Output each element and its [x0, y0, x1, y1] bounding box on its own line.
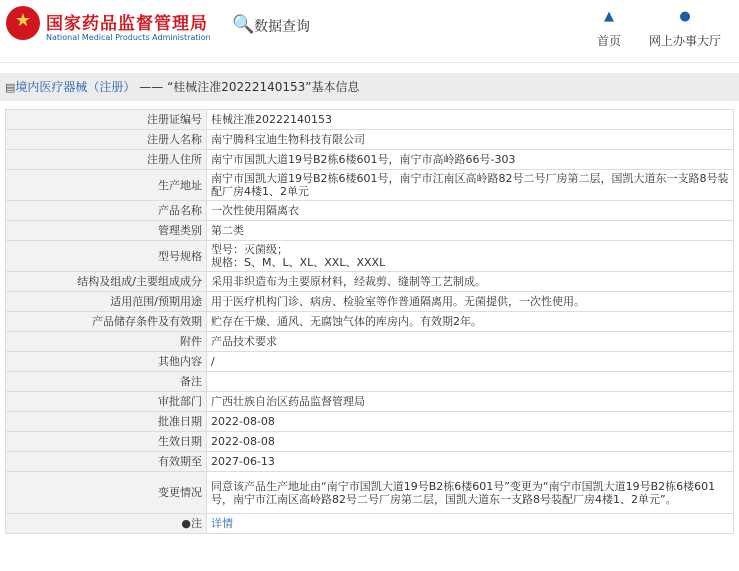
document-icon: ▤ — [5, 81, 16, 94]
table-row — [6, 201, 734, 221]
field-label: 注册证编号 — [6, 110, 207, 130]
breadcrumb-separator: —— — [135, 80, 168, 94]
field-value — [207, 241, 734, 272]
field-value — [207, 514, 734, 534]
field-value: 2027-06-13 — [207, 452, 734, 472]
field-label: 生产地址 — [6, 170, 207, 201]
home-icon: ▲ — [604, 9, 614, 24]
table-row — [6, 432, 734, 452]
field-value: 采用非织造布为主要原材料，经裁剪、缝制等工艺制成。 — [207, 272, 734, 292]
field-value: 一次性使用隔离衣 — [207, 201, 734, 221]
field-label: 结构及组成/主要组成成分 — [6, 272, 207, 292]
spec-line: 规格：S、M、L、XL、XXL、XXXL — [211, 256, 386, 269]
table-row — [6, 150, 734, 170]
field-value: 用于医疗机构门诊、病房、检验室等作普通隔离用。无菌提供，一次性使用。 — [207, 292, 734, 312]
data-query-link[interactable]: 数据查询 — [254, 19, 310, 35]
field-label: 管理类别 — [6, 221, 207, 241]
field-value: 广西壮族自治区药品监督管理局 — [207, 392, 734, 412]
field-value: 桂械注准20222140153 — [207, 110, 734, 130]
table-row — [6, 312, 734, 332]
field-value: 同意该产品生产地址由“南宁市国凯大道19号B2栋6楼601号”变更为“南宁市国凯大道19号B2栋6楼601号，南宁市江南区高岭路82号二号厂房第二层，国凯大道东一支路8号装配厂房4楼1、2单元”。 — [207, 472, 734, 514]
table-row — [6, 272, 734, 292]
field-label: 型号规格 — [6, 241, 207, 272]
field-value — [207, 372, 734, 392]
field-label: 生效日期 — [6, 432, 207, 452]
nav-online-service[interactable] — [645, 10, 725, 49]
site-header — [0, 0, 739, 63]
field-value: 南宁市国凯大道19号B2栋6楼601号，南宁市高岭路66号-303 — [207, 150, 734, 170]
field-value: 2022-08-08 — [207, 432, 734, 452]
nav-home-label: 首页 — [596, 34, 621, 48]
table-row — [6, 241, 734, 272]
field-label: 其他内容 — [6, 352, 207, 372]
table-row — [6, 221, 734, 241]
field-label: 注册人住所 — [6, 150, 207, 170]
field-value: 贮存在干燥、通风、无腐蚀气体的库房内。有效期2年。 — [207, 312, 734, 332]
breadcrumb-title: “桂械注准20222140153”基本信息 — [167, 80, 360, 94]
field-value: 第二类 — [207, 221, 734, 241]
nav-online-label: 网上办事大厅 — [648, 34, 721, 48]
details-link[interactable]: 详情 — [211, 517, 233, 530]
table-row — [6, 412, 734, 432]
table-row — [6, 452, 734, 472]
table-row — [6, 372, 734, 392]
field-value: 南宁市国凯大道19号B2栋6楼601号，南宁市江南区高岭路82号二号厂房第二层，国凯大道东一支路8号装配厂房4楼1、2单元 — [207, 170, 734, 201]
model-line: 型号：灭菌级； — [211, 243, 288, 256]
info-table — [5, 109, 734, 534]
field-label: 变更情况 — [6, 472, 207, 514]
field-value: 2022-08-08 — [207, 412, 734, 432]
field-value: / — [207, 352, 734, 372]
breadcrumb-category-link[interactable]: 境内医疗器械（注册） — [15, 80, 136, 94]
table-row — [6, 514, 734, 534]
logo-title[interactable]: 国家药品监督管理局 — [46, 14, 208, 34]
field-value: 南宁腾科宝迪生物科技有限公司 — [207, 130, 734, 150]
field-label: 产品名称 — [6, 201, 207, 221]
table-row — [6, 110, 734, 130]
breadcrumb — [0, 73, 739, 101]
logo-subtitle[interactable]: National Medical Products Administration — [46, 33, 211, 42]
table-row — [6, 130, 734, 150]
table-row — [6, 352, 734, 372]
field-label: 适用范围/预期用途 — [6, 292, 207, 312]
national-emblem-icon — [6, 6, 40, 40]
user-icon: ● — [679, 9, 691, 24]
data-query-icon[interactable]: 🔍 — [232, 14, 255, 35]
table-row — [6, 392, 734, 412]
field-label: 备注 — [6, 372, 207, 392]
field-label: 有效期至 — [6, 452, 207, 472]
field-label: 附件 — [6, 332, 207, 352]
nav-home[interactable] — [592, 10, 626, 49]
field-label: ●注 — [6, 514, 207, 534]
field-label: 批准日期 — [6, 412, 207, 432]
field-label: 产品储存条件及有效期 — [6, 312, 207, 332]
table-row — [6, 292, 734, 312]
table-row — [6, 332, 734, 352]
table-row — [6, 170, 734, 201]
field-value: 产品技术要求 — [207, 332, 734, 352]
field-label: 审批部门 — [6, 392, 207, 412]
field-label: 注册人名称 — [6, 130, 207, 150]
table-row — [6, 472, 734, 514]
